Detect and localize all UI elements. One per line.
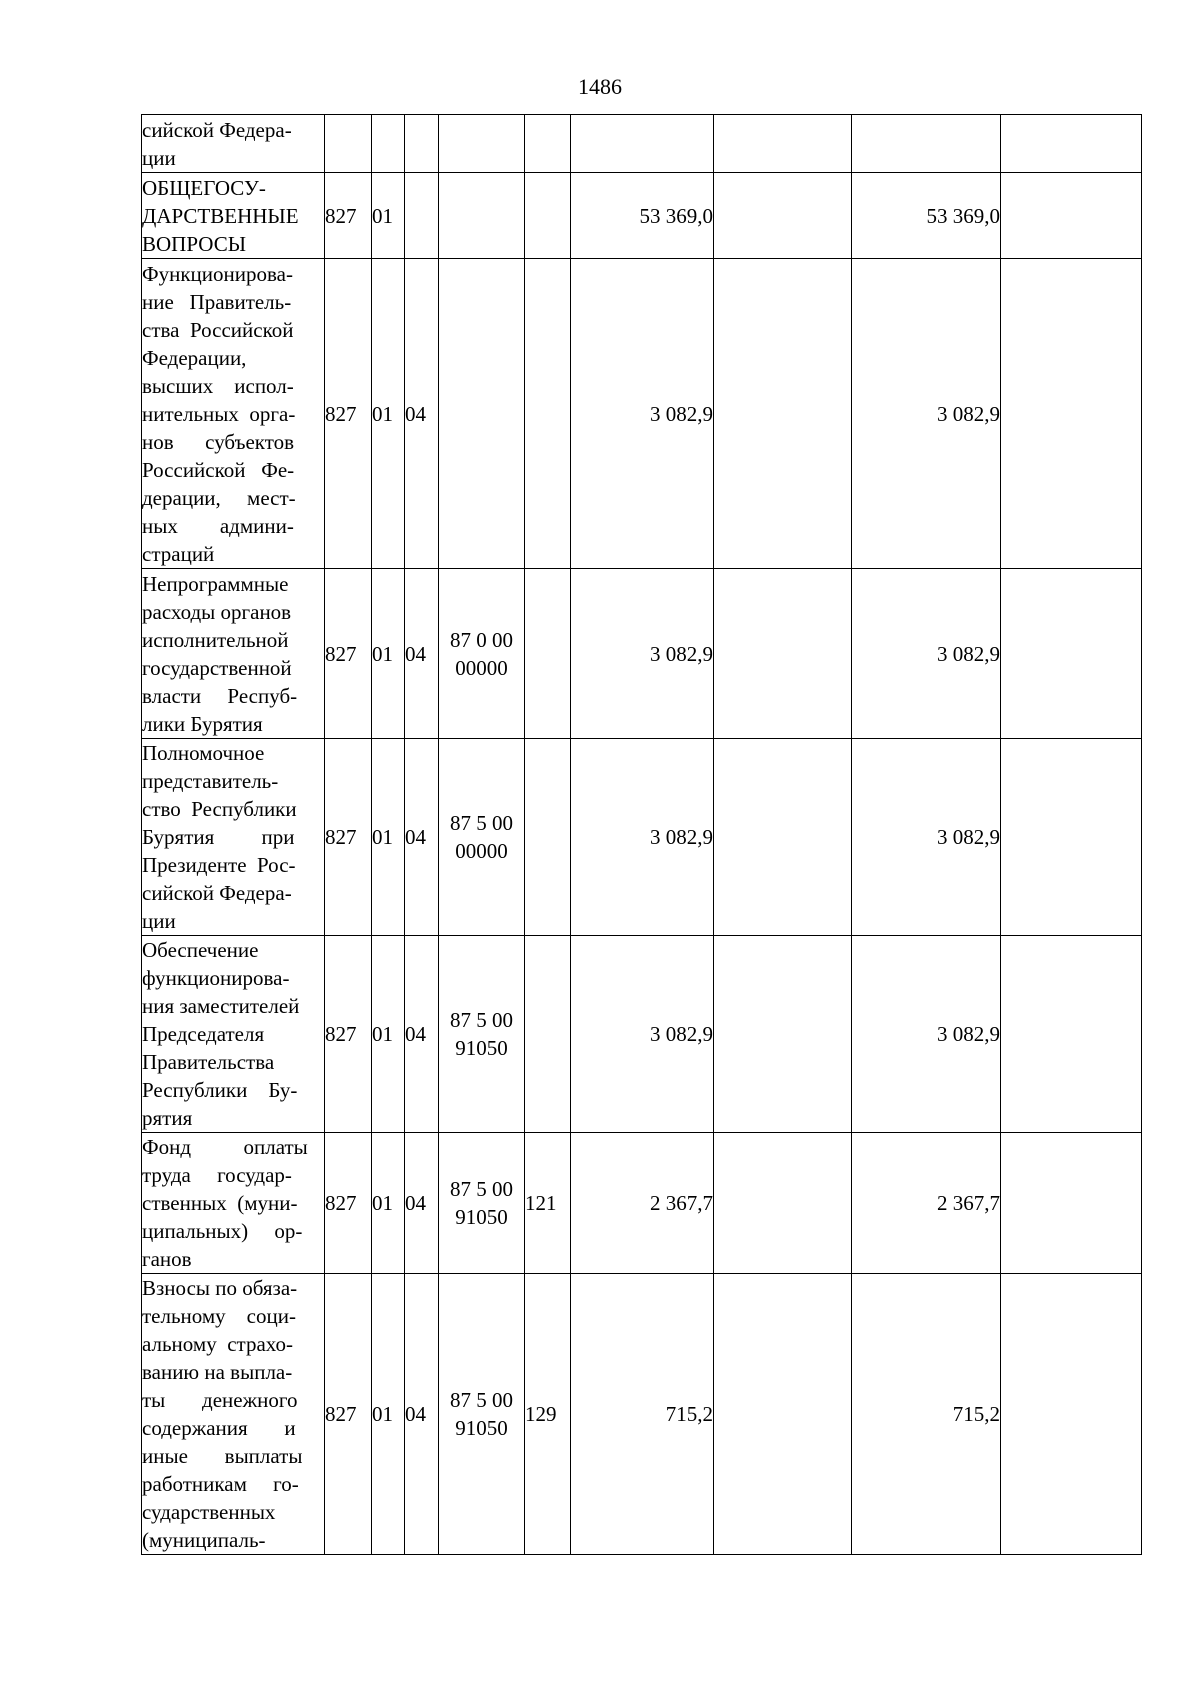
subsection-code-cell [405, 115, 439, 173]
empty-column-cell [1001, 936, 1142, 1133]
row-name-cell: Взносы по обяза- тельному соци- альному страхо- ванию на выпла- ты денежного содержания и иные выплаты работникам го- сударственных (муниципаль- [142, 1274, 325, 1555]
empty-column-cell [714, 259, 852, 569]
amount-cell [571, 115, 714, 173]
row-name-cell: Непрограммные расходы органов исполнительной государственной власти Респуб- лики Бурятия [142, 569, 325, 739]
empty-column-cell [714, 1133, 852, 1274]
target-article-cell [439, 259, 525, 569]
amount-total-cell: 715,2 [852, 1274, 1001, 1555]
ministry-code-cell: 827 [325, 1133, 372, 1274]
section-code-cell [372, 115, 405, 173]
subsection-code-cell [405, 173, 439, 259]
expense-type-cell [525, 569, 571, 739]
section-code-cell: 01 [372, 739, 405, 936]
ministry-code-cell [325, 115, 372, 173]
budget-table [141, 114, 1142, 1555]
empty-column-cell [1001, 115, 1142, 173]
expense-type-cell [525, 936, 571, 1133]
target-article-cell: 87 5 00 00000 [439, 739, 525, 936]
section-code-cell: 01 [372, 1274, 405, 1555]
target-article-cell: 87 0 00 00000 [439, 569, 525, 739]
target-article-cell [439, 115, 525, 173]
section-code-cell: 01 [372, 1133, 405, 1274]
ministry-code-cell: 827 [325, 739, 372, 936]
ministry-code-cell: 827 [325, 259, 372, 569]
amount-cell: 3 082,9 [571, 259, 714, 569]
ministry-code-cell: 827 [325, 173, 372, 259]
empty-column-cell [1001, 739, 1142, 936]
amount-total-cell: 53 369,0 [852, 173, 1001, 259]
table-row [142, 739, 1142, 936]
subsection-code-cell: 04 [405, 739, 439, 936]
row-name-cell: Функционирова- ние Правитель- ства Российской Федерации, высших испол- нительных орга- нов субъектов Российской Фе- дерации, мест- ных админи- страций [142, 259, 325, 569]
empty-column-cell [714, 936, 852, 1133]
row-name-cell: Фонд оплаты труда государ- ственных (муни- ципальных) ор- ганов [142, 1133, 325, 1274]
amount-total-cell [852, 115, 1001, 173]
empty-column-cell [714, 569, 852, 739]
section-code-cell: 01 [372, 936, 405, 1133]
empty-column-cell [1001, 1133, 1142, 1274]
amount-cell: 715,2 [571, 1274, 714, 1555]
empty-column-cell [1001, 569, 1142, 739]
amount-cell: 3 082,9 [571, 569, 714, 739]
row-name-cell: сийской Федера- ции [142, 115, 325, 173]
section-code-cell: 01 [372, 259, 405, 569]
table-row [142, 569, 1142, 739]
amount-total-cell: 2 367,7 [852, 1133, 1001, 1274]
empty-column-cell [714, 173, 852, 259]
expense-type-cell [525, 259, 571, 569]
section-code-cell: 01 [372, 173, 405, 259]
table-row [142, 259, 1142, 569]
expense-type-cell [525, 739, 571, 936]
table-row [142, 936, 1142, 1133]
section-code-cell: 01 [372, 569, 405, 739]
subsection-code-cell: 04 [405, 259, 439, 569]
expense-type-cell: 129 [525, 1274, 571, 1555]
amount-total-cell: 3 082,9 [852, 936, 1001, 1133]
table-row [142, 1133, 1142, 1274]
amount-cell: 53 369,0 [571, 173, 714, 259]
table-row [142, 173, 1142, 259]
target-article-cell: 87 5 00 91050 [439, 936, 525, 1133]
row-name-cell: ОБЩЕГОСУ- ДАРСТВЕННЫЕ ВОПРОСЫ [142, 173, 325, 259]
target-article-cell: 87 5 00 91050 [439, 1274, 525, 1555]
empty-column-cell [1001, 1274, 1142, 1555]
amount-cell: 2 367,7 [571, 1133, 714, 1274]
amount-total-cell: 3 082,9 [852, 259, 1001, 569]
target-article-cell [439, 173, 525, 259]
target-article-cell: 87 5 00 91050 [439, 1133, 525, 1274]
amount-total-cell: 3 082,9 [852, 739, 1001, 936]
expense-type-cell: 121 [525, 1133, 571, 1274]
expense-type-cell [525, 173, 571, 259]
expense-type-cell [525, 115, 571, 173]
amount-total-cell: 3 082,9 [852, 569, 1001, 739]
ministry-code-cell: 827 [325, 569, 372, 739]
page-number: 1486 [578, 74, 622, 99]
empty-column-cell [1001, 173, 1142, 259]
ministry-code-cell: 827 [325, 1274, 372, 1555]
empty-column-cell [714, 115, 852, 173]
subsection-code-cell: 04 [405, 1133, 439, 1274]
empty-column-cell [714, 1274, 852, 1555]
amount-cell: 3 082,9 [571, 936, 714, 1133]
subsection-code-cell: 04 [405, 569, 439, 739]
table-row [142, 115, 1142, 173]
amount-cell: 3 082,9 [571, 739, 714, 936]
row-name-cell: Полномочное представитель- ство Республики Бурятия при Президенте Рос- сийской Федера- ции [142, 739, 325, 936]
table-body [142, 115, 1142, 1555]
ministry-code-cell: 827 [325, 936, 372, 1133]
table-row [142, 1274, 1142, 1555]
subsection-code-cell: 04 [405, 936, 439, 1133]
empty-column-cell [1001, 259, 1142, 569]
empty-column-cell [714, 739, 852, 936]
row-name-cell: Обеспечение функционирова- ния заместителей Председателя Правительства Республики Бу- рятия [142, 936, 325, 1133]
subsection-code-cell: 04 [405, 1274, 439, 1555]
